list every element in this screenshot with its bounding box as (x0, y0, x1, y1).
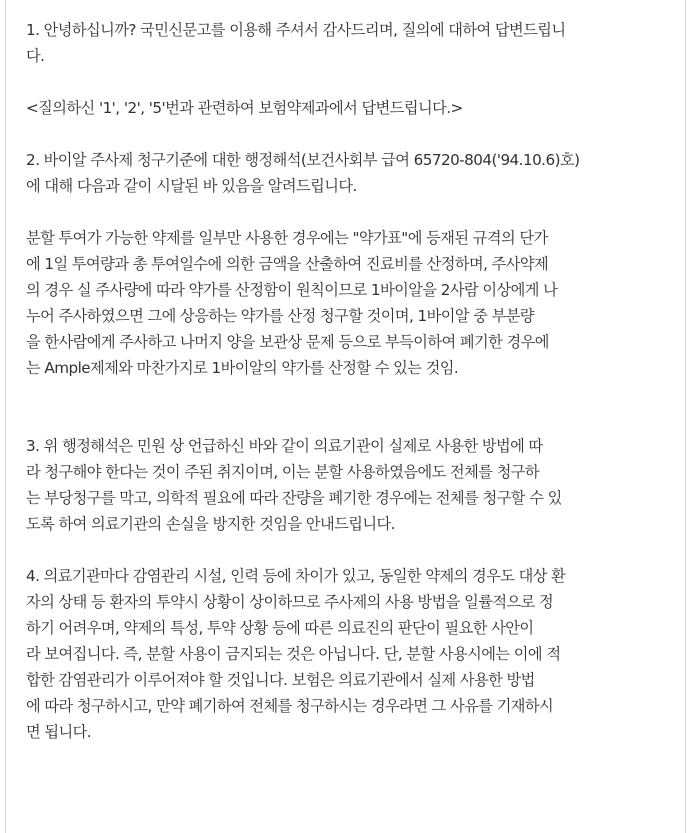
text-line: 라 청구해야 한다는 것이 주된 취지이며, 이는 분할 사용하였음에도 전체를 청구하 (26, 463, 540, 481)
text-line: 다. (26, 47, 45, 65)
text-line: 1. 안녕하십니까? 국민신문고를 이용해 주셔서 감사드리며, 질의에 대하여 답변드립니 (26, 21, 566, 39)
text-line: 4. 의료기관마다 감염관리 시설, 인력 등에 차이가 있고, 동일한 약제의 경우도 대상 환 (26, 567, 566, 585)
text-line: 의 경우 실 주사량에 따라 약가를 산정함이 원칙이므로 1바이알을 2사람 이상에게 나 (26, 281, 558, 299)
text-line: 라 보여집니다. 즉, 분할 사용이 금지되는 것은 아닙니다. 단, 분할 사용시에는 이에 적 (26, 645, 561, 663)
paragraph-scope-note (26, 95, 674, 121)
text-line: 분할 투여가 가능한 약제를 일부만 사용한 경우에는 "약가표"에 등재된 규격의 단가 (26, 229, 548, 247)
paragraph-intent (26, 433, 674, 537)
text-line: 에 따라 청구하시고, 만약 폐기하여 전체를 청구하시는 경우라면 그 사유를 기재하시 (26, 697, 554, 715)
text-line: 을 한사람에게 주사하고 나머지 양을 보관상 문제 등으로 부득이하여 폐기한 경우에 (26, 333, 549, 351)
text-line: 2. 바이알 주사제 청구기준에 대한 행정해석(보건사회부 급여 65720-804('94.10.6)호) (26, 151, 580, 169)
text-line: 에 대해 다음과 같이 시달된 바 있음을 알려드립니다. (26, 177, 357, 195)
text-line: 면 됩니다. (26, 723, 92, 741)
paragraph-interpretation-intro (26, 147, 674, 199)
text-line: 도록 하여 의료기관의 손실을 방지한 것임을 안내드립니다. (26, 515, 395, 533)
text-line: 하기 어려우며, 약제의 특성, 투약 상황 등에 따른 의료진의 판단이 필요한 사안이 (26, 619, 534, 637)
text-line: 자의 상태 등 환자의 투약시 상황이 상이하므로 주사제의 사용 방법을 일률적으로 정 (26, 593, 554, 611)
text-line: 에 1일 투여량과 총 투여일수에 의한 금액을 산출하여 진료비를 산정하며, 주사약제 (26, 255, 549, 273)
text-line: 는 부당청구를 막고, 의학적 필요에 따라 잔량을 폐기한 경우에는 전체를 청구할 수 있 (26, 489, 562, 507)
text-line: 합한 감염관리가 이루어져야 할 것입니다. 보험은 의료기관에서 실제 사용한 방법 (26, 671, 535, 689)
reply-document (26, 17, 674, 745)
paragraph-interpretation-body (26, 225, 674, 381)
paragraph-infection-control (26, 563, 674, 745)
text-line: <질의하신 '1', '2', '5'번과 관련하여 보험약제과에서 답변드립니다.> (26, 99, 463, 117)
paragraph-greeting (26, 17, 674, 69)
text-line: 는 Ample제제와 마찬가지로 1바이알의 약가를 산정할 수 있는 것임. (26, 359, 459, 377)
text-line: 3. 위 행정해석은 민원 상 언급하신 바와 같이 의료기관이 실제로 사용한 방법에 따 (26, 437, 543, 455)
text-line: 누어 주사하였으면 그에 상응하는 약가를 산정 청구할 것이며, 1바이알 중 부분량 (26, 307, 535, 325)
